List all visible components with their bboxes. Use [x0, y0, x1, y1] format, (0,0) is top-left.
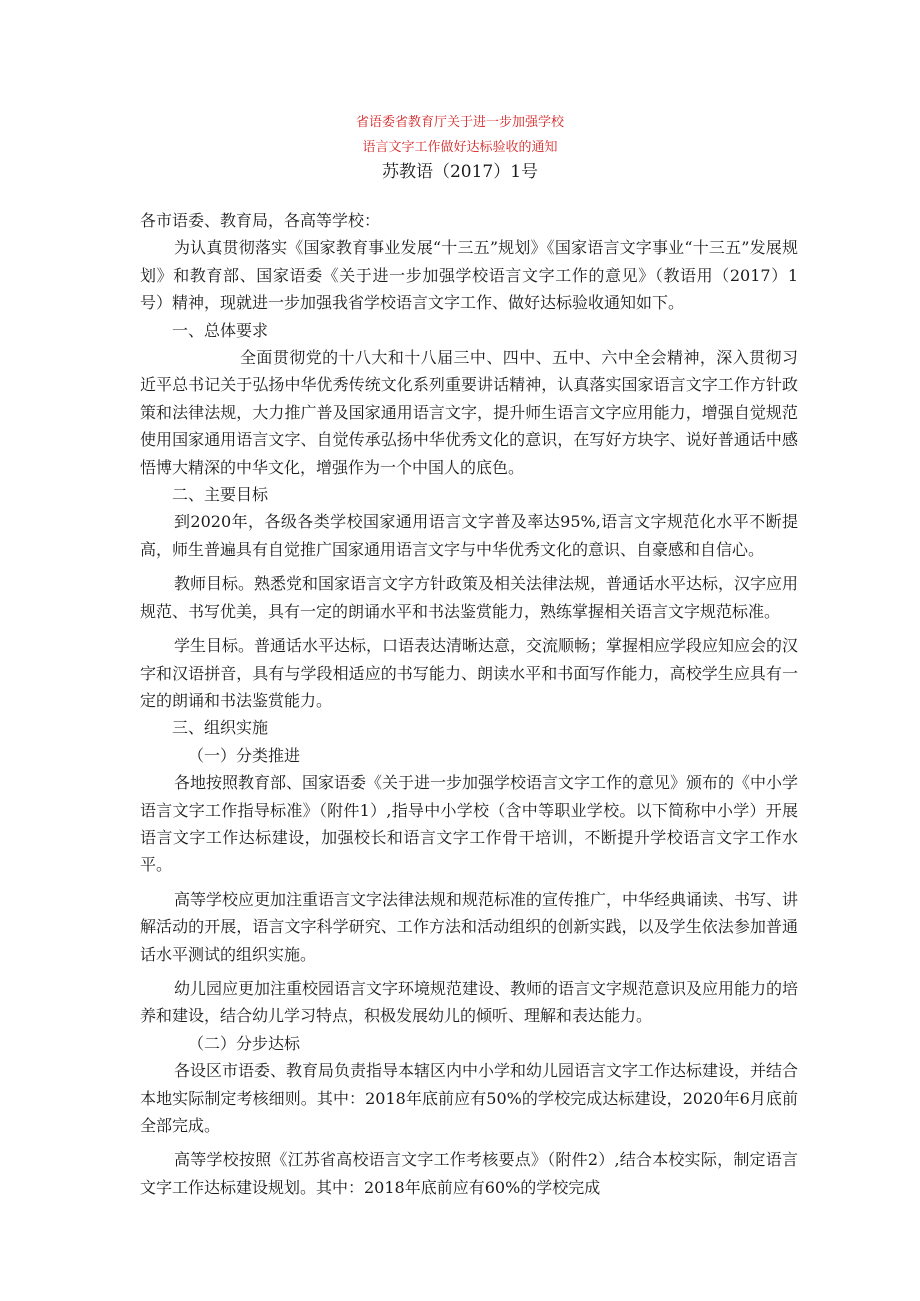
section-1-heading: 一、总体要求	[172, 320, 269, 340]
title-line-2: 语言文字工作做好达标验收的通知	[362, 140, 558, 155]
section-3-sub-1-paragraph-1: 各地按照教育部、国家语委《关于进一步加强学校语言文字工作的意见》颁布的《中小学语言文字工作指导标准》（附件1）,指导中小学校（含中等职业学校。以下简称中小学）开展语言文字工作达标建设，加强校长和语言文字工作骨干培训，不断提升学校语言文字工作水平。	[140, 773, 799, 875]
section-2-teacher-goals: 教师目标。熟悉党和国家语言文字方针政策及相关法律法规，普通话水平达标，汉字应用规范、书写优美，具有一定的朗诵水平和书法鉴赏能力，熟练掌握相关语言文字规范标准。	[140, 574, 799, 621]
section-3-sub-2-paragraph-1: 各设区市语委、教育局负责指导本辖区内中小学和幼儿园语言文字工作达标建设，并结合本地实际制定考核细则。其中：2018年底前应有50%的学校完成达标建设，2020年6月底前全部完成。	[140, 1061, 799, 1135]
document-body	[140, 207, 798, 1201]
section-3-sub-2-heading: （二）分步达标	[188, 1033, 301, 1053]
section-1-text: 全面贯彻党的十八大和十八届三中、四中、五中、六中全会精神，深入贯彻习近平总书记关于弘扬中华优秀传统文化系列重要讲话精神，认真落实国家语言文字工作方针政策和法律法规，大力推广普及国家通用语言文字，提升师生语言文字应用能力，增强自觉规范使用国家通用语言文字、自觉传承弘扬中华优秀文化的意识，在写好方块字、说好普通话中感悟博大精深的中华文化，增强作为一个中国人的底色。	[140, 348, 798, 477]
section-3-sub-1-paragraph-2: 高等学校应更加注重语言文字法律法规和规范标准的宣传推广，中华经典诵读、书写、讲解活动的开展，语言文字科学研究、工作方法和活动组织的创新实践，以及学生依法参加普通话水平测试的组织实施。	[140, 889, 799, 964]
salutation: 各市语委、教育局，各高等学校：	[140, 211, 381, 230]
title-line-1: 省语委省教育厅关于进一步加强学校	[355, 115, 564, 130]
section-2-heading: 二、主要目标	[172, 485, 269, 505]
intro-paragraph: 为认真贯彻落实《国家教育事业发展“十三五”规划》《国家语言文字事业“十三五”发展规划》和教育部、国家语委《关于进一步加强学校语言文字工作的意见》（教语用（2017）1号）精神，现就进一步加强我省学校语言文字工作、做好达标验收通知如下。	[140, 238, 798, 313]
section-3-sub-1-paragraph-3: 幼儿园应更加注重校园语言文字环境规范建设、教师的语言文字规范意识及应用能力的培养和建设，结合幼儿学习特点，积极发展幼儿的倾听、理解和表达能力。	[140, 978, 799, 1026]
section-3-heading: 三、组织实施	[172, 718, 269, 738]
section-3-sub-1-heading: （一）分类推进	[188, 745, 301, 765]
section-2-student-goals: 学生目标。普通话水平达标，口语表达清晰达意，交流顺畅；掌握相应学段应知应会的汉字和汉语拼音，具有与学段相适应的书写能力、朗读水平和书面写作能力，高校学生应具有一定的朗诵和书法鉴赏能力。	[140, 636, 799, 710]
document-number: 苏教语（2017）1号	[381, 162, 539, 182]
section-3-sub-2-paragraph-2: 高等学校按照《江苏省高校语言文字工作考核要点》（附件2）,结合本校实际，制定语言文字工作达标建设规划。其中：2018年底前应有60%的学校完成	[140, 1150, 798, 1197]
section-2-paragraph-1: 到2020年，各级各类学校国家通用语言文字普及率达95%,语言文字规范化水平不断提高，师生普遍具有自觉推广国家通用语言文字与中华优秀文化的意识、自豪感和自信心。	[140, 512, 798, 559]
